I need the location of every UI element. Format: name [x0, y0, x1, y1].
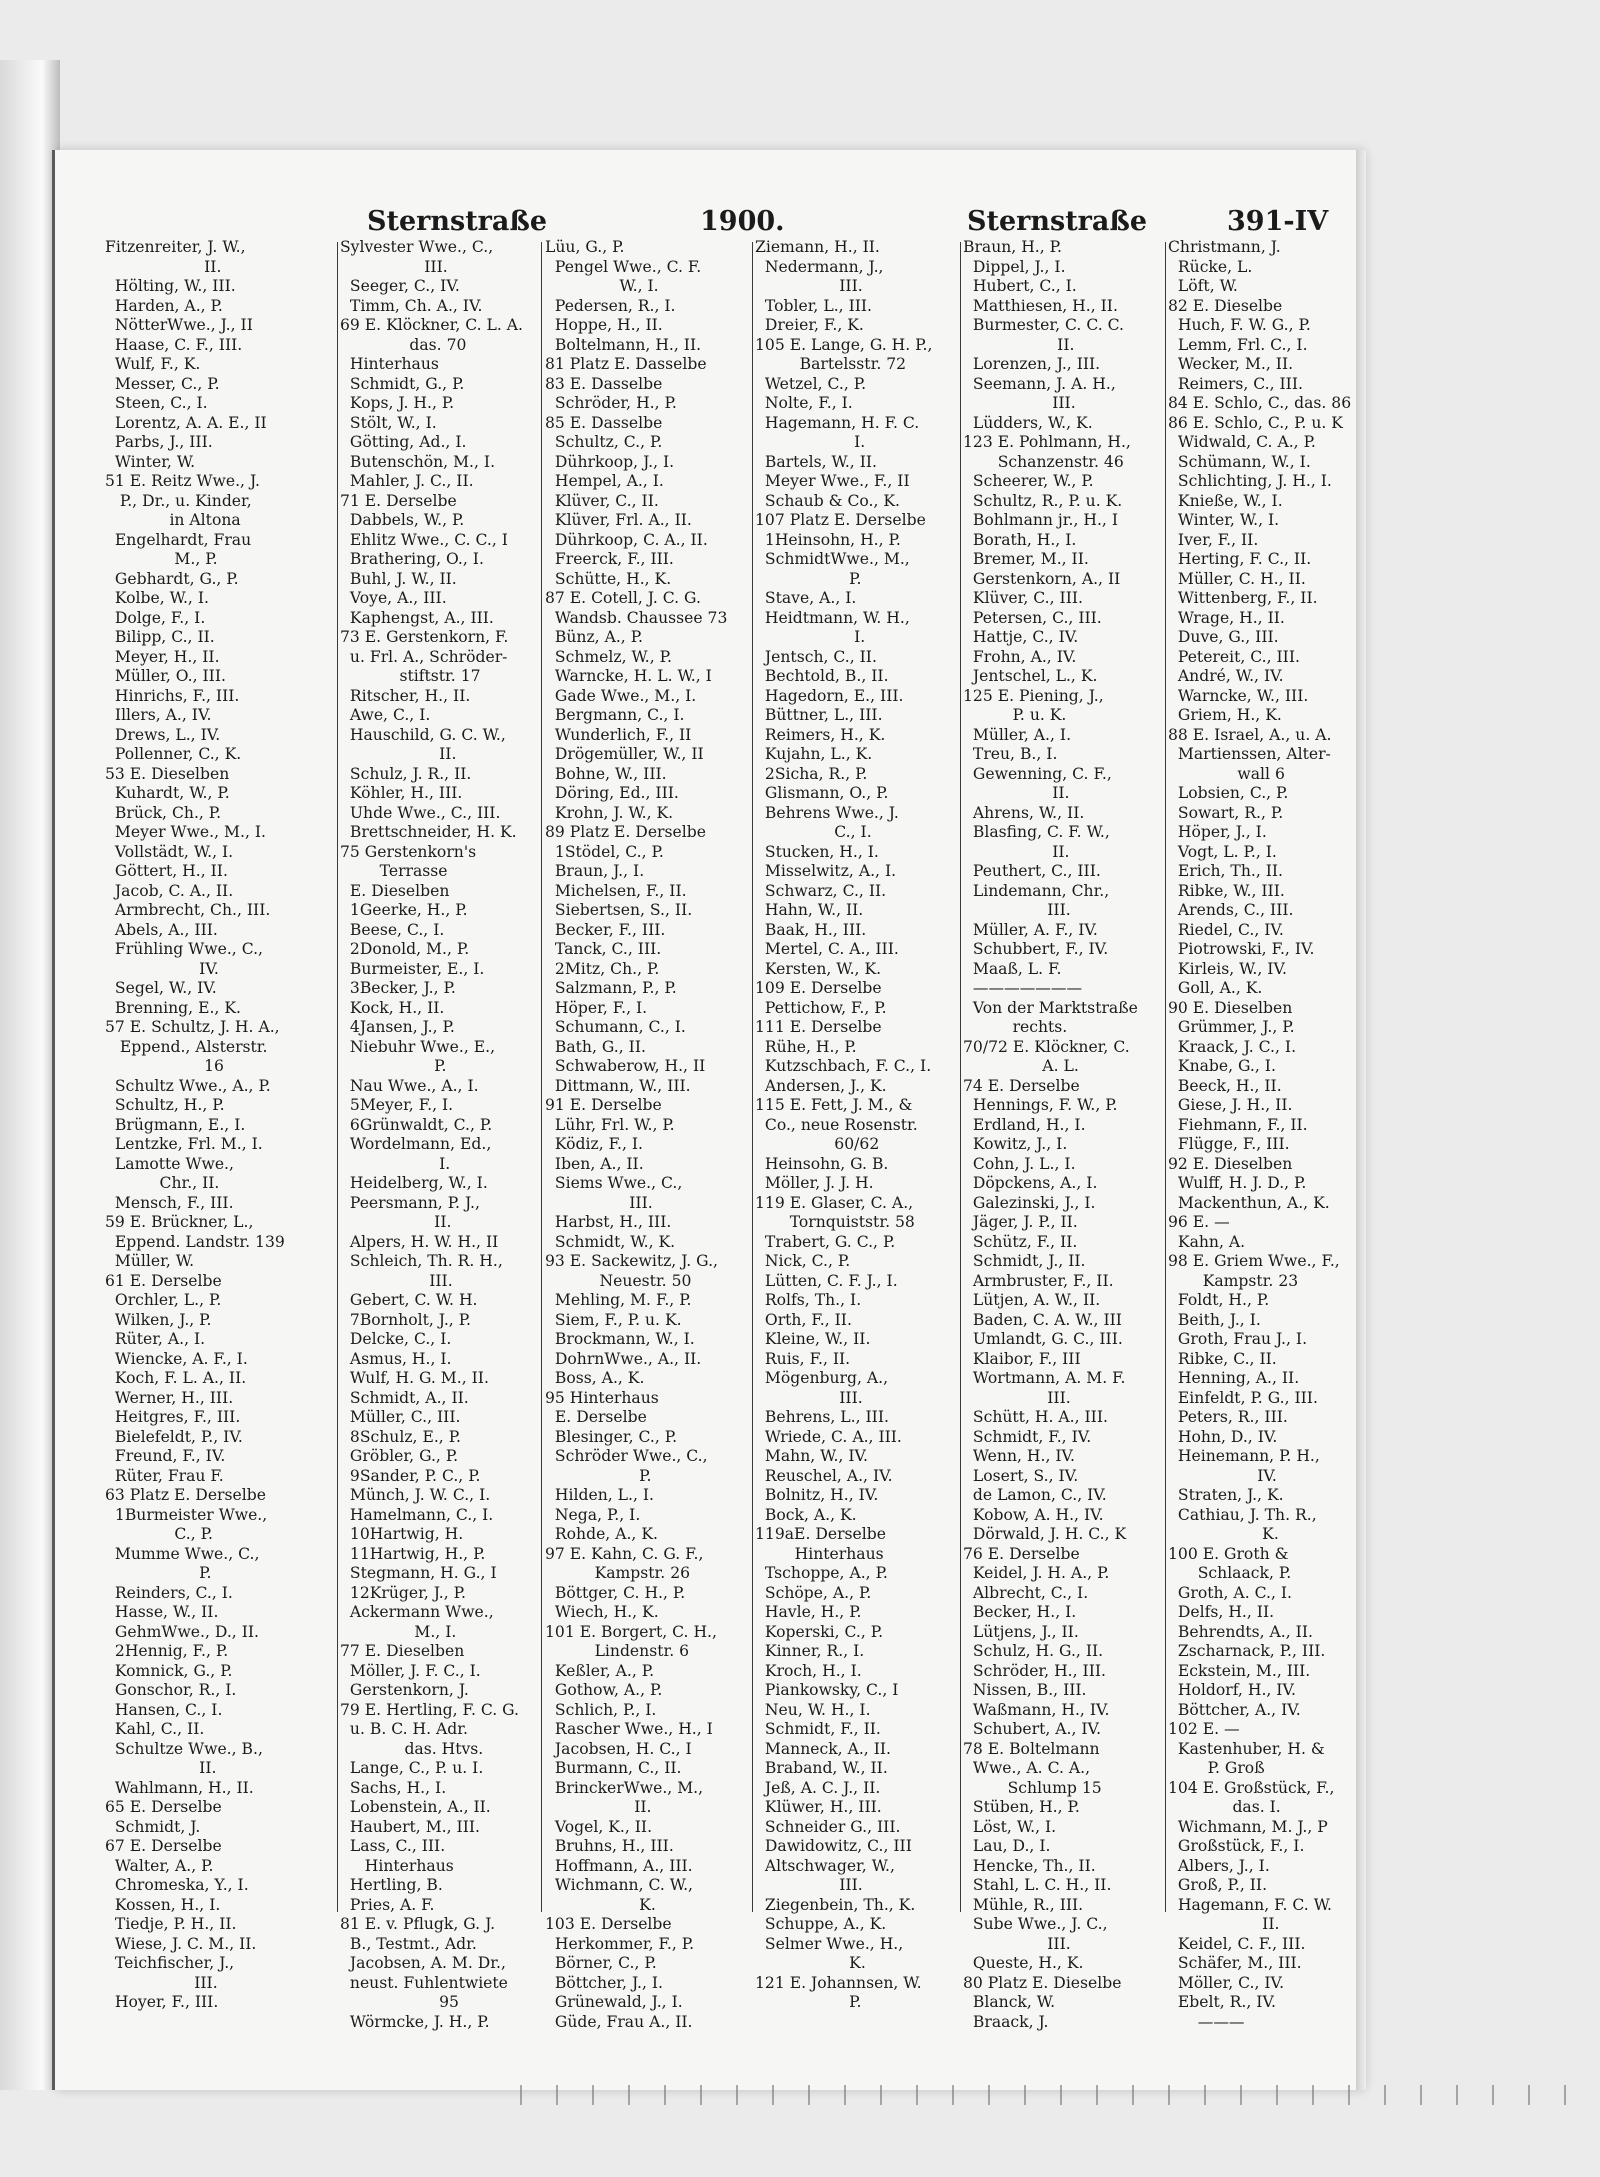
column-divider: [337, 242, 338, 1912]
column-6: Christmann, J. Rücke, L. Löft, W. 82 E. Dieselbe Huch, F. W. G., P. Lemm, Frl. C., I. Wecker, M., II. Reimers, C., III. 84 E. Schlo, C., das. 86 86 E. Schlo, C., P. u. K Widwald, C. A., P. Schümann, W., I. Schlichting, J. H., I. Knieße, W., I. Winter, W., I. Iver, F., II. Herting, F. C., II. Müller, C. H., II. Wittenberg, F., II. Wrage, H., II. Duve, G., III. Petereit, C., III. André, W., IV. Warncke, W., III. Griem, H., K. 88 E. Israel, A., u. A. Martienssen, Alter- wall 6 Lobsien, C., P. Sowart, R., P. Höper, J., I. Vogt, L. P., I. Erich, Th., II. Ribke, W., III. Arends, C., III. Riedel, C., IV. Piotrowski, F., IV. Kirleis, W., IV. Goll, A., K. 90 E. Dieselben Grümmer, J., P. Kraack, J. C., I. Knabe, G., I. Beeck, H., II. Giese, J. H., II. Fiehmann, F., II. Flügge, F., III. 92 E. Dieselben Wulff, H. J. D., P. Mackenthun, A., K. 96 E. — Kahn, A. 98 E. Griem Wwe., F., Kampstr. 23 Foldt, H., P. Beith, J., I. Groth, Frau J., I. Ribke, C., II. Henning, A., II. Einfeldt, P. G., III. Peters, R., III. Hohn, D., IV. Heinemann, P. H., IV. Straten, J., K. Cathiau, J. Th. R., K. 100 E. Groth & Schlaack, P. Groth, A. C., I. Delfs, H., II. Behrendts, A., II. Zscharnack, P., III. Eckstein, M., III. Holdorf, H., IV. Böttcher, A., IV. 102 E. — Kastenhuber, H. & P. Groß 104 E. Großstück, F., das. I. Wichmann, M. J., P Großstück, F., I. Albers, J., I. Groß, P., II. Hagemann, F. C. W. II. Keidel, C. F., III. Schäfer, M., III. Möller, C., IV. Ebelt, R., IV. ———: [1168, 238, 1352, 2031]
street-title-right: Sternstraße: [967, 206, 1148, 237]
street-title-left: Sternstraße: [367, 206, 548, 237]
directory-page: [52, 150, 1361, 2090]
column-3: Lüu, G., P. Pengel Wwe., C. F. W., I. Pedersen, R., I. Hoppe, H., II. Boltelmann, H., II. 81 Platz E. Dasselbe 83 E. Dasselbe Schröder, H., P. 85 E. Dasselbe Schultz, C., P. Dührkoop, J., I. Hempel, A., I. Klüver, C., II. Klüver, Frl. A., II. Dührkoop, C. A., II. Freerck, F., III. Schütte, H., K. 87 E. Cotell, J. C. G. Wandsb. Chaussee 73 Bünz, A., P. Schmelz, W., P. Warncke, H. L. W., I Gade Wwe., M., I. Bergmann, C., I. Wunderlich, F., II Drögemüller, W., II Bohne, W., III. Döring, Ed., III. Krohn, J. W., K. 89 Platz E. Derselbe 1Stödel, C., P. Braun, J., I. Michelsen, F., II. Siebertsen, S., II. Becker, F., III. Tanck, C., III. 2Mitz, Ch., P. Salzmann, P., P. Höper, F., I. Schumann, C., I. Bath, G., II. Schwaberow, H., II Dittmann, W., III. 91 E. Derselbe Lühr, Frl. W., P. Ködiz, F., I. Iben, A., II. Siems Wwe., C., III. Harbst, H., III. Schmidt, W., K. 93 E. Sackewitz, J. G., Neuestr. 50 Mehling, M. F., P. Siem, F., P. u. K. Brockmann, W., I. DohrnWwe., A., II. Boss, A., K. 95 Hinterhaus E. Derselbe Blesinger, C., P. Schröder Wwe., C., P. Hilden, L., I. Nega, P., I. Rohde, A., K. 97 E. Kahn, C. G. F., Kampstr. 26 Böttger, C. H., P. Wiech, H., K. 101 E. Borgert, C. H., Lindenstr. 6 Keßler, A., P. Gothow, A., P. Schlich, P., I. Rascher Wwe., H., I Jacobsen, H. C., I Burmann, C., II. BrinckerWwe., M., II. Vogel, K., II. Bruhns, H., III. Hoffmann, A., III. Wichmann, C. W., K. 103 E. Derselbe Herkommer, F., P. Börner, C., P. Böttcher, J., I. Grünewald, J., I. Güde, Frau A., II.: [545, 238, 728, 2031]
page-number: 391-IV: [1227, 206, 1329, 237]
column-divider: [541, 242, 542, 1912]
book-binding-edge: [0, 60, 60, 2090]
column-divider: [960, 242, 961, 1912]
column-5: Braun, H., P. Dippel, J., I. Hubert, C., I. Matthiesen, H., II. Burmester, C. C. C. II. Lorenzen, J., III. Seemann, J. A. H., III. Lüdders, W., K. 123 E. Pohlmann, H., Schanzenstr. 46 Scheerer, W., P. Schultz, R., P. u. K. Bohlmann jr., H., I Borath, H., I. Bremer, M., II. Gerstenkorn, A., II Klüver, C., III. Petersen, C., III. Hattje, C., IV. Frohn, A., IV. Jentschel, L., K. 125 E. Piening, J., P. u. K. Müller, A., I. Treu, B., I. Gewenning, C. F., II. Ahrens, W., II. Blasfing, C. F. W., II. Peuthert, C., III. Lindemann, Chr., III. Müller, A. F., IV. Schubbert, F., IV. Maaß, L. F. ——————— Von der Marktstraße rechts. 70/72 E. Klöckner, C. A. L. 74 E. Derselbe Hennings, F. W., P. Erdland, H., I. Kowitz, J., I. Cohn, J. L., I. Döpckens, A., I. Galezinski, J., I. Jäger, J. P., II. Schütz, F., II. Schmidt, J., II. Armbruster, F., II. Lütjen, A. W., II. Baden, C. A. W., III Umlandt, G. C., III. Klaibor, F., III Wortmann, A. M. F. III. Schütt, H. A., III. Schmidt, F., IV. Wenn, H., IV. Losert, S., IV. de Lamon, C., IV. Kobow, A. H., IV. Dörwald, J. H. C., K 76 E. Derselbe Keidel, J. H. A., P. Albrecht, C., I. Becker, H., I. Lütjens, J., II. Schulz, H. G., II. Schröder, H., III. Nissen, B., III. Waßmann, H., IV. Schubert, A., IV. 78 E. Boltelmann Wwe., A. C. A., Schlump 15 Stüben, H., P. Löst, W., I. Lau, D., I. Hencke, Th., II. Stahl, L. C. H., II. Mühle, R., III. Sube Wwe., J. C., III. Queste, H., K. 80 Platz E. Dieselbe Blanck, W. Braack, J.: [963, 238, 1138, 2031]
scan-edge-marks: [520, 2085, 1600, 2105]
year-heading: 1900.: [700, 206, 785, 237]
column-divider: [1165, 242, 1166, 1912]
column-2: Sylvester Wwe., C., III. Seeger, C., IV. Timm, Ch. A., IV. 69 E. Klöckner, C. L. A. das. 70 Hinterhaus Schmidt, G., P. Kops, J. H., P. Stölt, W., I. Götting, Ad., I. Butenschön, M., I. Mahler, J. C., II. 71 E. Derselbe Dabbels, W., P. Ehlitz Wwe., C. C., I Brathering, O., I. Buhl, J. W., II. Voye, A., III. Kaphengst, A., III. 73 E. Gerstenkorn, F. u. Frl. A., Schröder- stiftstr. 17 Ritscher, H., II. Awe, C., I. Hauschild, G. C. W., II. Schulz, J. R., II. Köhler, H., III. Uhde Wwe., C., III. Brettschneider, H. K. 75 Gerstenkorn's Terrasse E. Dieselben 1Geerke, H., P. Beese, C., I. 2Donold, M., P. Burmeister, E., I. 3Becker, J., P. Kock, H., II. 4Jansen, J., P. Niebuhr Wwe., E., P. Nau Wwe., A., I. 5Meyer, F., I. 6Grünwaldt, C., P. Wordelmann, Ed., I. Heidelberg, W., I. Peersmann, P. J., II. Alpers, H. W. H., II Schleich, Th. R. H., III. Gebert, C. W. H. 7Bornholt, J., P. Delcke, C., I. Asmus, H., I. Wulf, H. G. M., II. Schmidt, A., II. Müller, C., III. 8Schulz, E., P. Gröbler, G., P. 9Sander, P. C., P. Münch, J. W. C., I. Hamelmann, C., I. 10Hartwig, H. 11Hartwig, H., P. Stegmann, H. G., I 12Krüger, J., P. Ackermann Wwe., M., I. 77 E. Dieselben Möller, J. F. C., I. Gerstenkorn, J. 79 E. Hertling, F. C. G. u. B. C. H. Adr. das. Htvs. Lange, C., P. u. I. Sachs, H., I. Lobenstein, A., II. Haubert, M., III. Lass, C., III. Hinterhaus Hertling, B. Pries, A. F. 81 E. v. Pflugk, G. J. B., Testmt., Adr. Jacobsen, A. M. Dr., neust. Fuhlentwiete 95 Wörmcke, J. H., P.: [340, 238, 524, 2031]
column-4: Ziemann, H., II. Nedermann, J., III. Tobler, L., III. Dreier, F., K. 105 E. Lange, G. H. P., Bartelsstr. 72 Wetzel, C., P. Nolte, F., I. Hagemann, H. F. C. I. Bartels, W., II. Meyer Wwe., F., II Schaub & Co., K. 107 Platz E. Derselbe 1Heinsohn, H., P. SchmidtWwe., M., P. Stave, A., I. Heidtmann, W. H., I. Jentsch, C., II. Bechtold, B., II. Hagedorn, E., III. Büttner, L., III. Reimers, H., K. Kujahn, L., K. 2Sicha, R., P. Glismann, O., P. Behrens Wwe., J. C., I. Stucken, H., I. Misselwitz, A., I. Schwarz, C., II. Hahn, W., II. Baak, H., III. Mertel, C. A., III. Kersten, W., K. 109 E. Derselbe Pettichow, F., P. 111 E. Derselbe Rühe, H., P. Kutzschbach, F. C., I. Andersen, J., K. 115 E. Fett, J. M., & Co., neue Rosenstr. 60/62 Heinsohn, G. B. Möller, J. J. H. 119 E. Glaser, C. A., Tornquiststr. 58 Trabert, G. C., P. Nick, C., P. Lütten, C. F. J., I. Rolfs, Th., I. Orth, F., II. Kleine, W., II. Ruis, F., II. Mögenburg, A., III. Behrens, L., III. Wriede, C. A., III. Mahn, W., IV. Reuschel, A., IV. Bolnitz, H., IV. Bock, A., K. 119aE. Derselbe Hinterhaus Tschoppe, A., P. Schöpe, A., P. Havle, H., P. Koperski, C., P. Kinner, R., I. Kroch, H., I. Piankowsky, C., I Neu, W. H., I. Schmidt, F., II. Manneck, A., II. Braband, W., II. Jeß, A. C. J., II. Klüwer, H., III. Schneider G., III. Dawidowitz, C., III Altschwager, W., III. Ziegenbein, Th., K. Schuppe, A., K. Selmer Wwe., H., K. 121 E. Johannsen, W. P.: [755, 238, 933, 2011]
page-edge-shadow: [1356, 150, 1366, 2090]
column-1: Fitzenreiter, J. W., II. Hölting, W., III. Harden, A., P. NötterWwe., J., II Haase, C. F., III. Wulf, F., K. Messer, C., P. Steen, C., I. Lorentz, A. A. E., II Parbs, J., III. Winter, W. 51 E. Reitz Wwe., J. P., Dr., u. Kinder, in Altona Engelhardt, Frau M., P. Gebhardt, G., P. Kolbe, W., I. Dolge, F., I. Bilipp, C., II. Meyer, H., II. Müller, O., III. Hinrichs, F., III. Illers, A., IV. Drews, L., IV. Pollenner, C., K. 53 E. Dieselben Kuhardt, W., P. Brück, Ch., P. Meyer Wwe., M., I. Vollstädt, W., I. Göttert, H., II. Jacob, C. A., II. Armbrecht, Ch., III. Abels, A., III. Frühling Wwe., C., IV. Segel, W., IV. Brenning, E., K. 57 E. Schultz, J. H. A., Eppend., Alsterstr. 16 Schultz Wwe., A., P. Schultz, H., P. Brügmann, E., I. Lentzke, Frl. M., I. Lamotte Wwe., Chr., II. Mensch, F., III. 59 E. Brückner, L., Eppend. Landstr. 139 Müller, W. 61 E. Derselbe Orchler, L., P. Wilken, J., P. Rüter, A., I. Wiencke, A. F., I. Koch, F. L. A., II. Werner, H., III. Heitgres, F., III. Bielefeldt, P., IV. Freund, F., IV. Rüter, Frau F. 63 Platz E. Derselbe 1Burmeister Wwe., C., P. Mumme Wwe., C., P. Reinders, C., I. Hasse, W., II. GehmWwe., D., II. 2Hennig, F., P. Komnick, G., P. Gonschor, R., I. Hansen, C., I. Kahl, C., II. Schultze Wwe., B., II. Wahlmann, H., II. 65 E. Derselbe Schmidt, J. 67 E. Derselbe Walter, A., P. Chromeska, Y., I. Kossen, H., I. Tiedje, P. H., II. Wiese, J. C. M., II. Teichfischer, J., III. Hoyer, F., III.: [105, 238, 285, 2011]
column-divider: [752, 242, 753, 1912]
